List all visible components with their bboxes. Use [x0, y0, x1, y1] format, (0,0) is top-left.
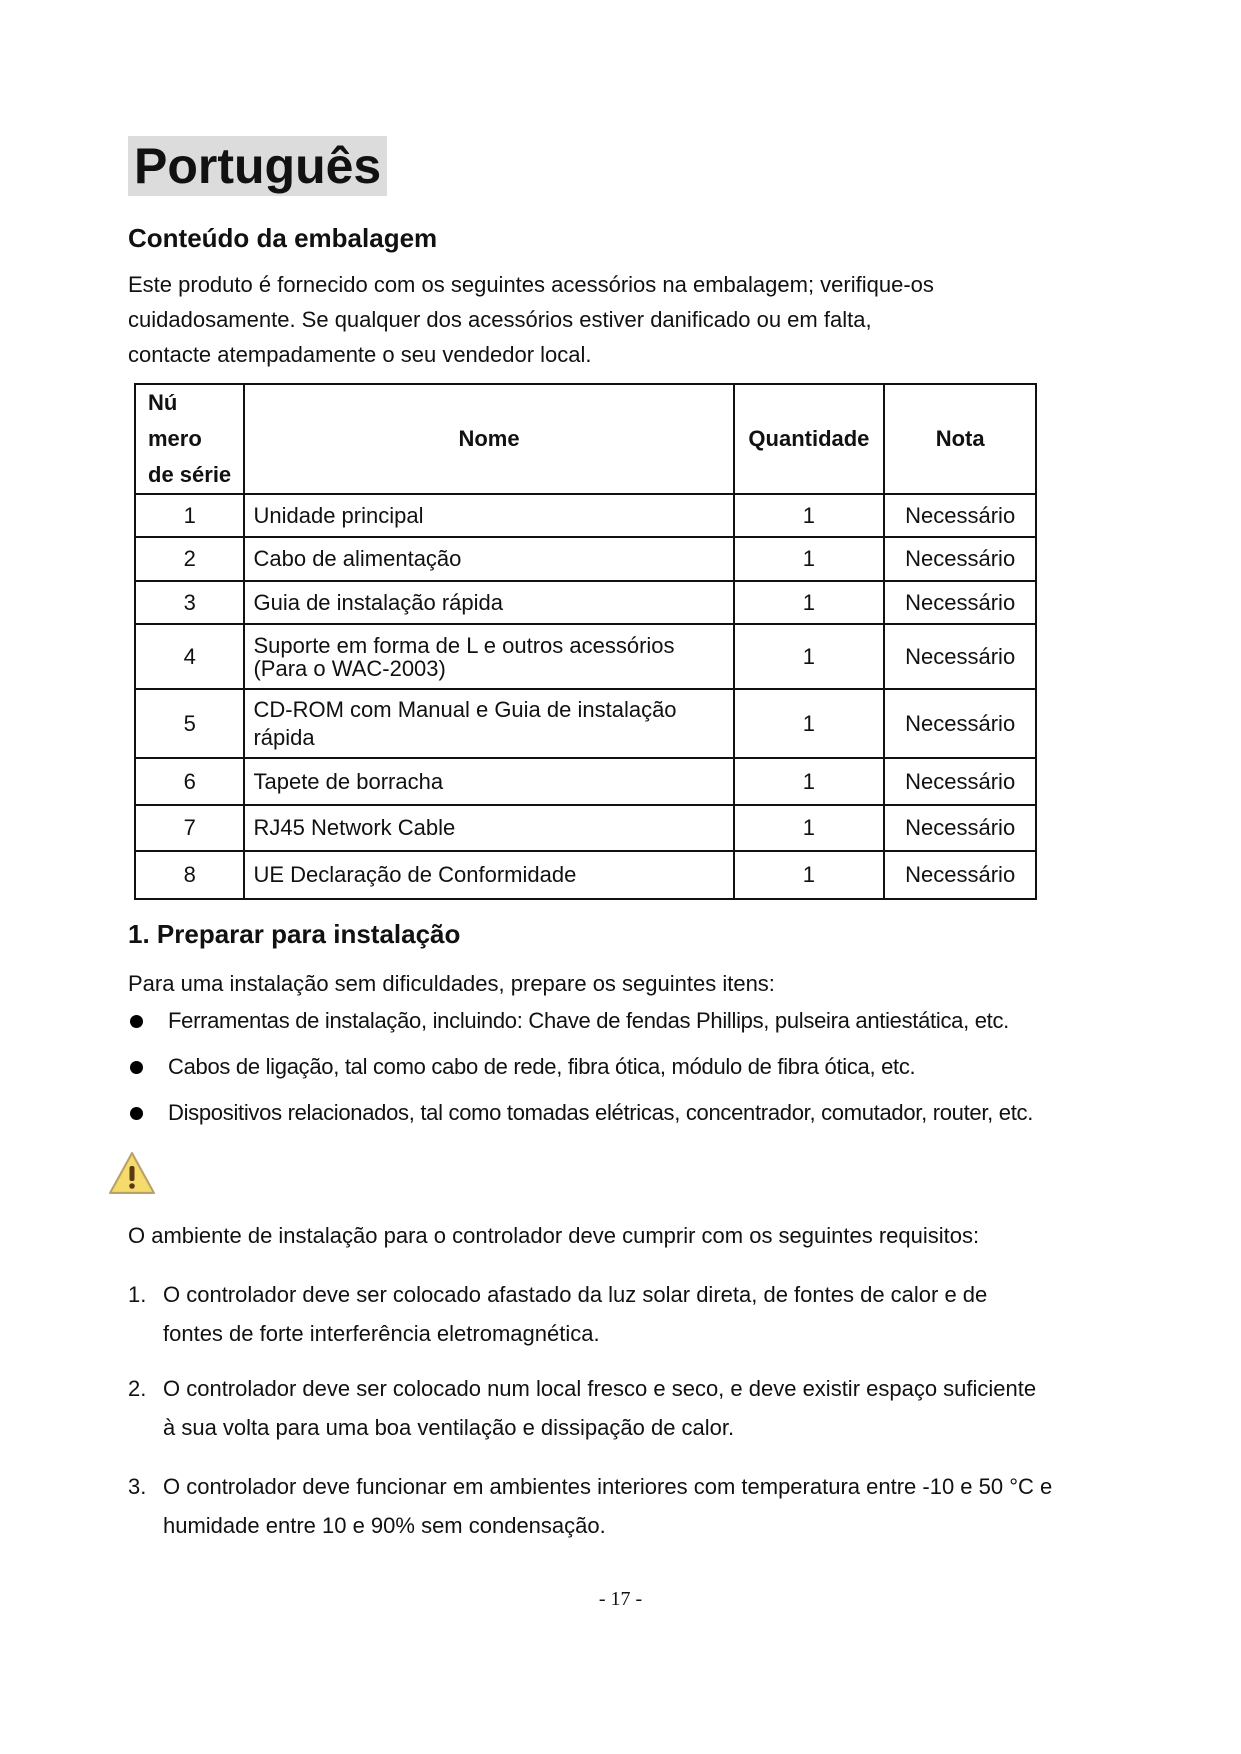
requirement-number: 2. [128, 1376, 147, 1401]
row-number: 1 [135, 494, 244, 537]
row-quantity: 1 [734, 624, 885, 689]
bullet-icon [130, 1061, 143, 1074]
row-name: RJ45 Network Cable [244, 805, 733, 851]
header-serial-line: de série [148, 462, 232, 487]
requirement-line: fontes de forte interferência eletromagnética. [163, 1321, 600, 1346]
bullet-icon [130, 1107, 143, 1120]
row-name: Unidade principal [244, 494, 733, 537]
requirement-line: humidade entre 10 e 90% sem condensação. [163, 1513, 606, 1538]
row-note: Necessário [884, 851, 1036, 899]
list-item-text: Dispositivos relacionados, tal como tomadas elétricas, concentrador, comutador, router, etc. [168, 1100, 1034, 1125]
header-name: Nome [244, 384, 733, 494]
row-number: 3 [135, 581, 244, 624]
row-note: Necessário [884, 537, 1036, 581]
package-intro-line: Este produto é fornecido com os seguintes acessórios na embalagem; verifique-os [128, 272, 934, 297]
prepare-intro: Para uma instalação sem dificuldades, prepare os seguintes itens: [128, 971, 775, 996]
row-number: 6 [135, 758, 244, 805]
package-contents-heading: Conteúdo da embalagem [128, 223, 438, 253]
prepare-heading: 1. Preparar para instalação [128, 919, 461, 949]
requirement-text [163, 1467, 1123, 1545]
row-note: Necessário [884, 624, 1036, 689]
row-name-line: (Para o WAC-2003) [253, 655, 446, 681]
row-number: 5 [135, 689, 244, 758]
row-quantity: 1 [734, 537, 885, 581]
list-item-text: Ferramentas de instalação, incluindo: Chave de fendas Phillips, pulseira antiestática, etc. [168, 1008, 1009, 1033]
row-note: Necessário [884, 581, 1036, 624]
row-quantity: 1 [734, 851, 885, 899]
row-name-line: rápida [253, 724, 315, 750]
row-number: 7 [135, 805, 244, 851]
row-name-line: CD-ROM com Manual e Guia de instalação [253, 696, 677, 722]
package-intro [128, 267, 934, 372]
row-number: 4 [135, 624, 244, 689]
list-item [128, 1098, 1128, 1144]
requirement-line: à sua volta para uma boa ventilação e dissipação de calor. [163, 1415, 735, 1440]
requirement-line: O controlador deve funcionar em ambientes interiores com temperatura entre -10 e 50 °C e [163, 1474, 1053, 1499]
row-number: 8 [135, 851, 244, 899]
table-row [135, 851, 1036, 899]
row-quantity: 1 [734, 689, 885, 758]
header-serial-number [135, 384, 244, 494]
table-row [135, 581, 1036, 624]
header-note: Nota [884, 384, 1036, 494]
row-quantity: 1 [734, 805, 885, 851]
table-row [135, 494, 1036, 537]
row-quantity: 1 [734, 581, 885, 624]
package-intro-line: contacte atempadamente o seu vendedor local. [128, 342, 592, 367]
package-intro-line: cuidadosamente. Se qualquer dos acessórios estiver danificado ou em falta, [128, 307, 872, 332]
table-row [135, 758, 1036, 805]
row-number: 2 [135, 537, 244, 581]
table-row [135, 805, 1036, 851]
requirement-line: O controlador deve ser colocado num local fresco e seco, e deve existir espaço suficiente [163, 1376, 1037, 1401]
language-title: Português [128, 136, 387, 196]
prepare-bullet-list [128, 1006, 1128, 1144]
row-note: Necessário [884, 758, 1036, 805]
row-name [244, 624, 733, 689]
row-name: Tapete de borracha [244, 758, 733, 805]
requirement-line: O controlador deve ser colocado afastado da luz solar direta, de fontes de calor e de [163, 1282, 988, 1307]
bullet-icon [130, 1015, 143, 1028]
requirement-item [128, 1275, 1128, 1355]
requirement-item [128, 1369, 1128, 1449]
header-quantity: Quantidade [734, 384, 885, 494]
requirement-text [163, 1369, 1123, 1447]
row-name-line: Suporte em forma de L e outros acessórios [253, 632, 675, 658]
list-item [128, 1006, 1128, 1052]
warning-triangle-icon [108, 1150, 156, 1196]
row-quantity: 1 [734, 758, 885, 805]
table-row [135, 689, 1036, 758]
row-note: Necessário [884, 689, 1036, 758]
requirement-item [128, 1467, 1128, 1547]
requirement-number: 3. [128, 1474, 147, 1499]
table-row [135, 624, 1036, 689]
table-row [135, 537, 1036, 581]
environment-intro: O ambiente de instalação para o controlador deve cumprir com os seguintes requisitos: [128, 1223, 980, 1248]
row-name: Cabo de alimentação [244, 537, 733, 581]
page-number: - 17 - [598, 1588, 643, 1610]
list-item-text: Cabos de ligação, tal como cabo de rede, fibra ótica, módulo de fibra ótica, etc. [168, 1054, 916, 1079]
row-name: UE Declaração de Conformidade [244, 851, 733, 899]
requirement-number: 1. [128, 1282, 147, 1307]
row-name [244, 689, 733, 758]
row-note: Necessário [884, 494, 1036, 537]
row-note: Necessário [884, 805, 1036, 851]
row-quantity: 1 [734, 494, 885, 537]
header-serial-line: Nú mero [148, 390, 202, 451]
package-contents-table [134, 383, 1037, 900]
table-header-row [135, 384, 1036, 494]
list-item [128, 1052, 1128, 1098]
requirement-text [163, 1275, 1123, 1353]
row-name: Guia de instalação rápida [244, 581, 733, 624]
